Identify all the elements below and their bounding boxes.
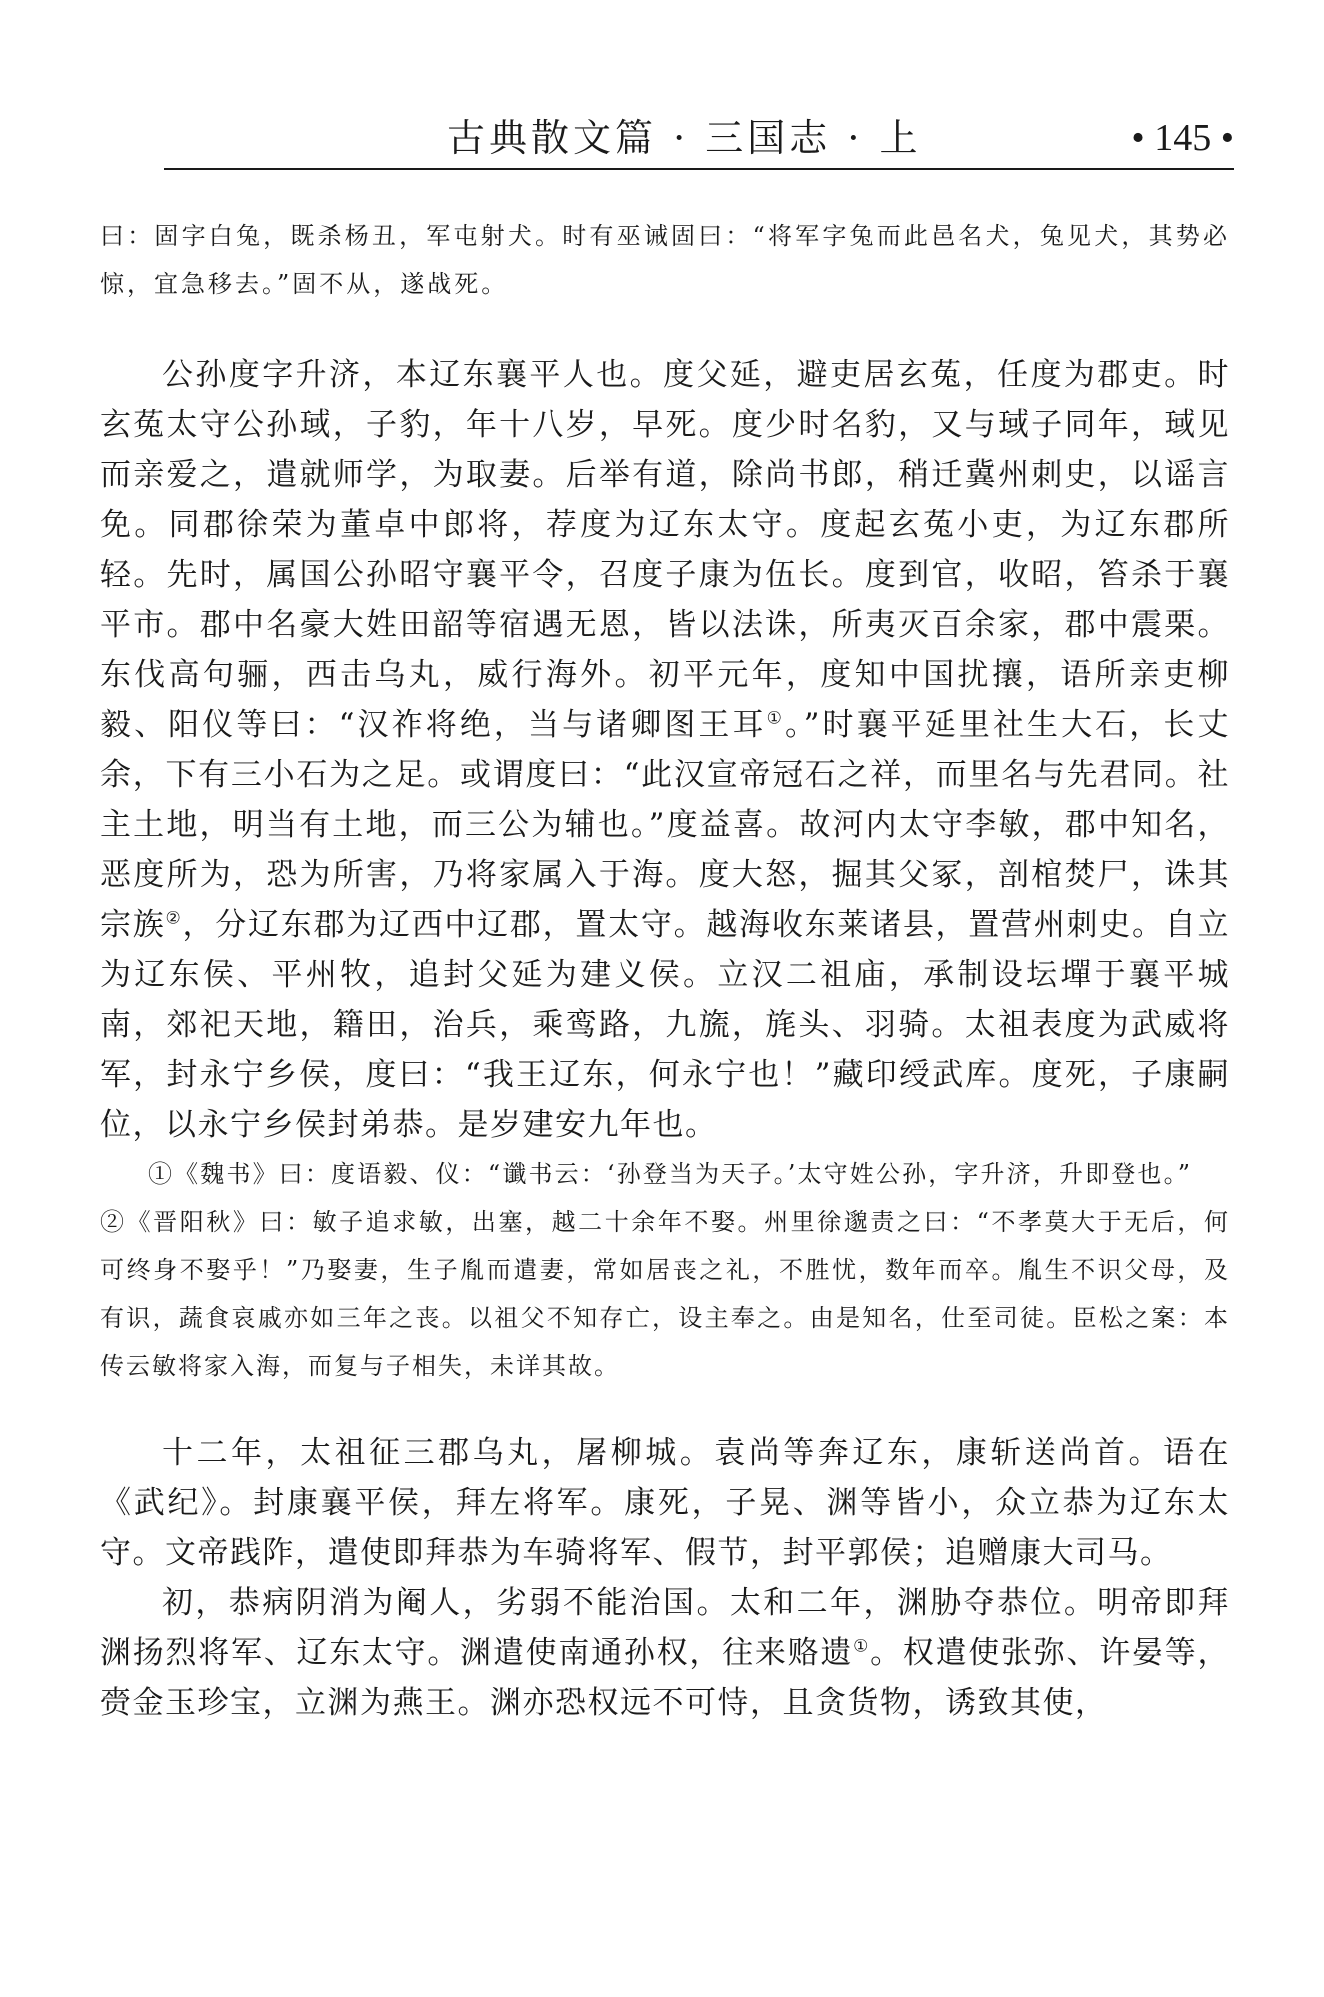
paragraph-text: ，分辽东郡为辽西中辽郡，置太守。越海收东莱诸县，置营州刺史。自立为辽东侯、平州牧，追封父延为建义侯。立汉二祖庙，承制设坛墠于襄平城南，郊祀天地，籍田，治兵，乘鸾路，九旒，旄头、羽骑。太祖表度为武威将军，封永宁乡侯，度曰：“我王辽东，何永宁也！”藏印绶武库。度死，子康嗣位，以永宁乡侯封弟恭。是岁建安九年也。 [100,907,1230,1143]
paragraph-text: 公孙度字升济，本辽东襄平人也。度父延，避吏居玄菟，任度为郡吏。时玄菟太守公孙琙，子豹，年十八岁，早死。度少时名豹，又与琙子同年，琙见而亲爱之，遣就师学，为取妻。后举有道，除尚书郎，稍迁冀州刺史，以谣言免。同郡徐荣为董卓中郎将，荐度为辽东太守。度起玄菟小吏，为辽东郡所轻。先时，属国公孙昭守襄平令，召度子康为伍长。度到官，收昭，笞杀于襄平市。郡中名豪大姓田韶等宿遇无恩，皆以法诛，所夷灭百余家，郡中震栗。东伐高句骊，西击乌丸，威行海外。初平元年，度知中国扰攘，语所亲吏柳毅、阳仪等曰：“汉祚将绝，当与诸卿图王耳 [100,357,1230,743]
paragraph-gongsun-du [100,350,1230,1150]
page-content [100,212,1230,1728]
spacer [100,1390,1230,1428]
running-header [164,112,1234,164]
footnote-2: ②《晋阳秋》曰：敏子追求敏，出塞，越二十余年不娶。州里徐邈责之曰：“不孝莫大于无后，何可终身不娶乎！”乃娶妻，生子胤而遣妻，常如居丧之礼，不胜忧，数年而卒。胤生不识父母，及有识，蔬食哀戚亦如三年之丧。以祖父不知存亡，设主奉之。由是知名，仕至司徒。臣松之案：本传云敏将家入海，而复与子相失，未详其故。 [100,1208,1230,1380]
header-rule [164,168,1234,170]
spacer [100,308,1230,350]
note-marker-1: ① [853,1636,871,1657]
paragraph-gong-illness [100,1578,1230,1728]
paragraph-text: 初，恭病阴消为阉人，劣弱不能治国。太和二年，渊胁夺恭位。明帝即拜渊扬烈将军、辽东太守。渊遣使南通孙权，往来赂遗 [100,1585,1230,1671]
carryover-note-text: 曰：固字白兔，既杀杨丑，军屯射犬。时有巫诫固曰：“将军字兔而此邑名犬，兔见犬，其势必惊，宜急移去。”固不从，遂战死。 [100,222,1230,298]
page-number: • 145 • [1131,117,1234,159]
note-marker-2: ② [165,908,183,929]
paragraph-twelfth-year: 十二年，太祖征三郡乌丸，屠柳城。袁尚等奔辽东，康斩送尚首。语在《武纪》。封康襄平侯，拜左将军。康死，子晃、渊等皆小，众立恭为辽东太守。文帝践阼，遣使即拜恭为车骑将军、假节，封平郭侯；追赠康大司马。 [100,1435,1230,1571]
paragraph-text: 。”时襄平延里社生大石，长丈余，下有三小石为之足。或谓度曰：“此汉宣帝冠石之祥，而里名与先君同。社主土地，明当有土地，而三公为辅也。”度益喜。故河内太守李敏，郡中知名，恶度所为，恐为所害，乃将家属入于海。度大怒，掘其父冢，剖棺焚尸，诛其宗族 [100,707,1230,943]
footnotes [100,1150,1230,1390]
note-marker-1: ① [766,708,785,729]
paragraph-text: 。权遣使张弥、许晏等，赍金玉珍宝，立渊为燕王。渊亦恐权远不可恃，且贪货物，诱致其使， [100,1635,1230,1721]
carryover-note [100,212,1230,308]
footnote-text [100,1150,1230,1390]
header-title: 古典散文篇 · 三国志 · 上 [447,116,922,160]
footnote-1: ①《魏书》曰：度语毅、仪：“谶书云：‘孙登当为天子。’太守姓公孙，字升济，升即登也。” [148,1160,1192,1188]
